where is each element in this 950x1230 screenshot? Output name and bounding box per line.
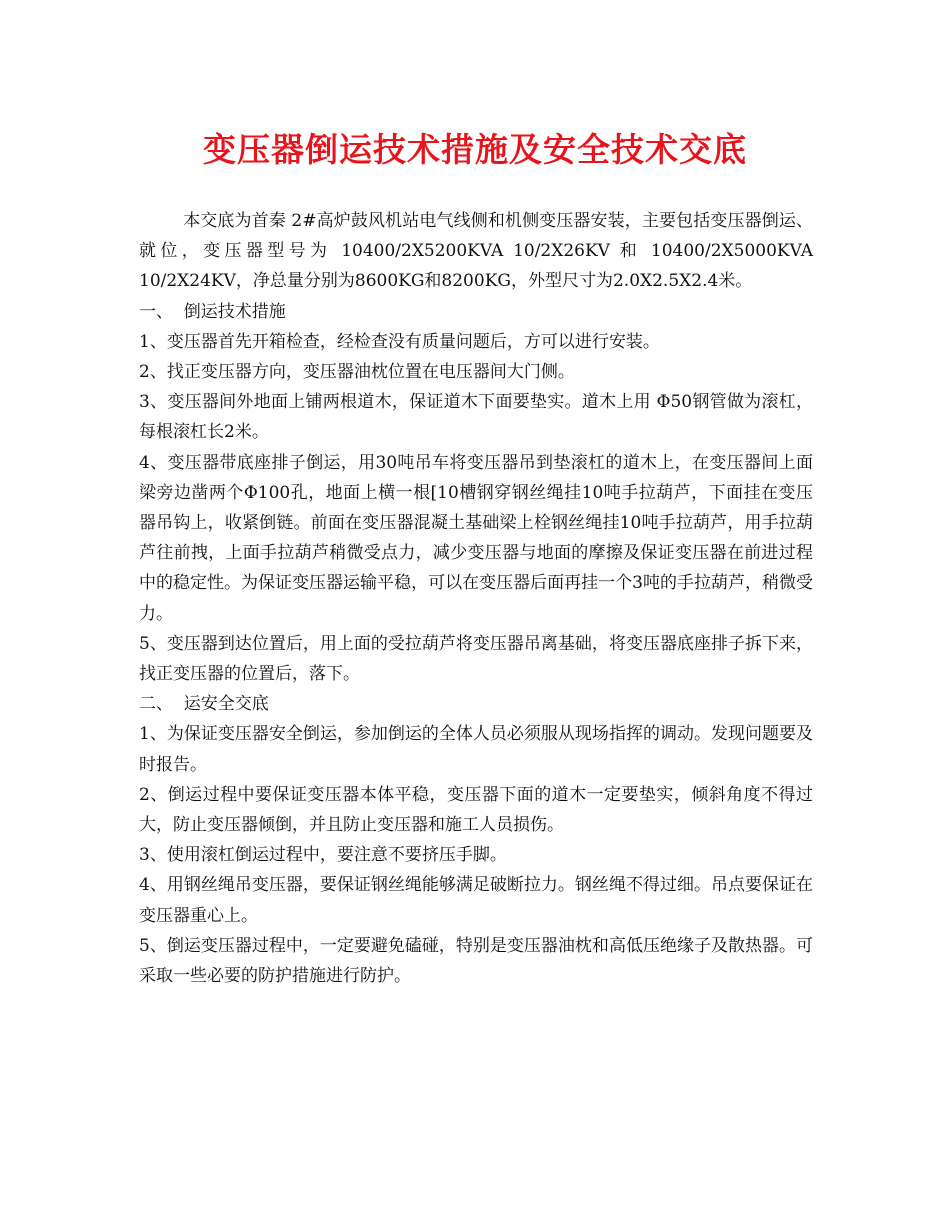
list-item: 4、变压器带底座排子倒运，用30吨吊车将变压器吊到垫滚杠的道木上，在变压器间上面梁旁边凿两个Φ100孔，地面上横一根[10槽钢穿钢丝绳挂10吨手拉葫芦，下面挂在变压器吊钩上，收紧倒链。前面在变压器混凝土基础梁上栓钢丝绳挂10吨手拉葫芦，用手拉葫芦往前拽，上面手拉葫芦稍微受点力，减少变压器与地面的摩擦及保证变压器在前进过程中的稳定性。为保证变压器运输平稳，可以在变压器后面再挂一个3吨的手拉葫芦，稍微受力。 xyxy=(139,452,813,624)
list-item: 5、变压器到达位置后，用上面的受拉葫芦将变压器吊离基础，将变压器底座排子拆下来，找正变压器的位置后，落下。 xyxy=(139,633,813,685)
list-item: 1、变压器首先开箱检查，经检查没有质量问题后，方可以进行安装。 xyxy=(139,331,660,352)
list-item: 1、为保证变压器安全倒运，参加倒运的全体人员必须服从现场指挥的调动。发现问题要及时报告。 xyxy=(139,724,813,775)
list-item: 3、使用滚杠倒运过程中，要注意不要挤压手脚。 xyxy=(139,845,507,866)
section-heading-transport-measures: 一、 倒运技术措施 xyxy=(139,301,286,322)
list-item: 5、倒运变压器过程中，一定要避免磕碰，特别是变压器油枕和高低压绝缘子及散热器。可采取一些必要的防护措施进行防护。 xyxy=(139,935,813,987)
list-item: 3、变压器间外地面上铺两根道木，保证道木下面要垫实。道木上用 Φ50钢管做为滚杠，每根滚杠长2米。 xyxy=(139,392,813,443)
document-title: 变压器倒运技术措施及安全技术交底 xyxy=(203,130,747,169)
list-item: 2、找正变压器方向，变压器油枕位置在电压器间大门侧。 xyxy=(139,362,575,383)
list-item: 4、用钢丝绳吊变压器，要保证钢丝绳能够满足破断拉力。钢丝绳不得过细。吊点要保证在变压器重心上。 xyxy=(139,875,813,926)
section-heading-safety-briefing: 二、 运安全交底 xyxy=(139,694,269,715)
list-item: 2、倒运过程中要保证变压器本体平稳，变压器下面的道木一定要垫实，倾斜角度不得过大，防止变压器倾倒，并且防止变压器和施工人员损伤。 xyxy=(139,784,813,836)
intro-paragraph: 本交底为首秦 2#高炉鼓风机站电气线侧和机侧变压器安装，主要包括变压器倒运、就位，变压器型号为 10400/2X5200KVA 10/2X26KV 和 10400/2X5000KVA 10/2X24KV，净总量分别为8600KG和8200KG，外型尺寸为2.0X2.5X2.4米。 xyxy=(139,211,813,292)
document-body xyxy=(139,206,813,991)
